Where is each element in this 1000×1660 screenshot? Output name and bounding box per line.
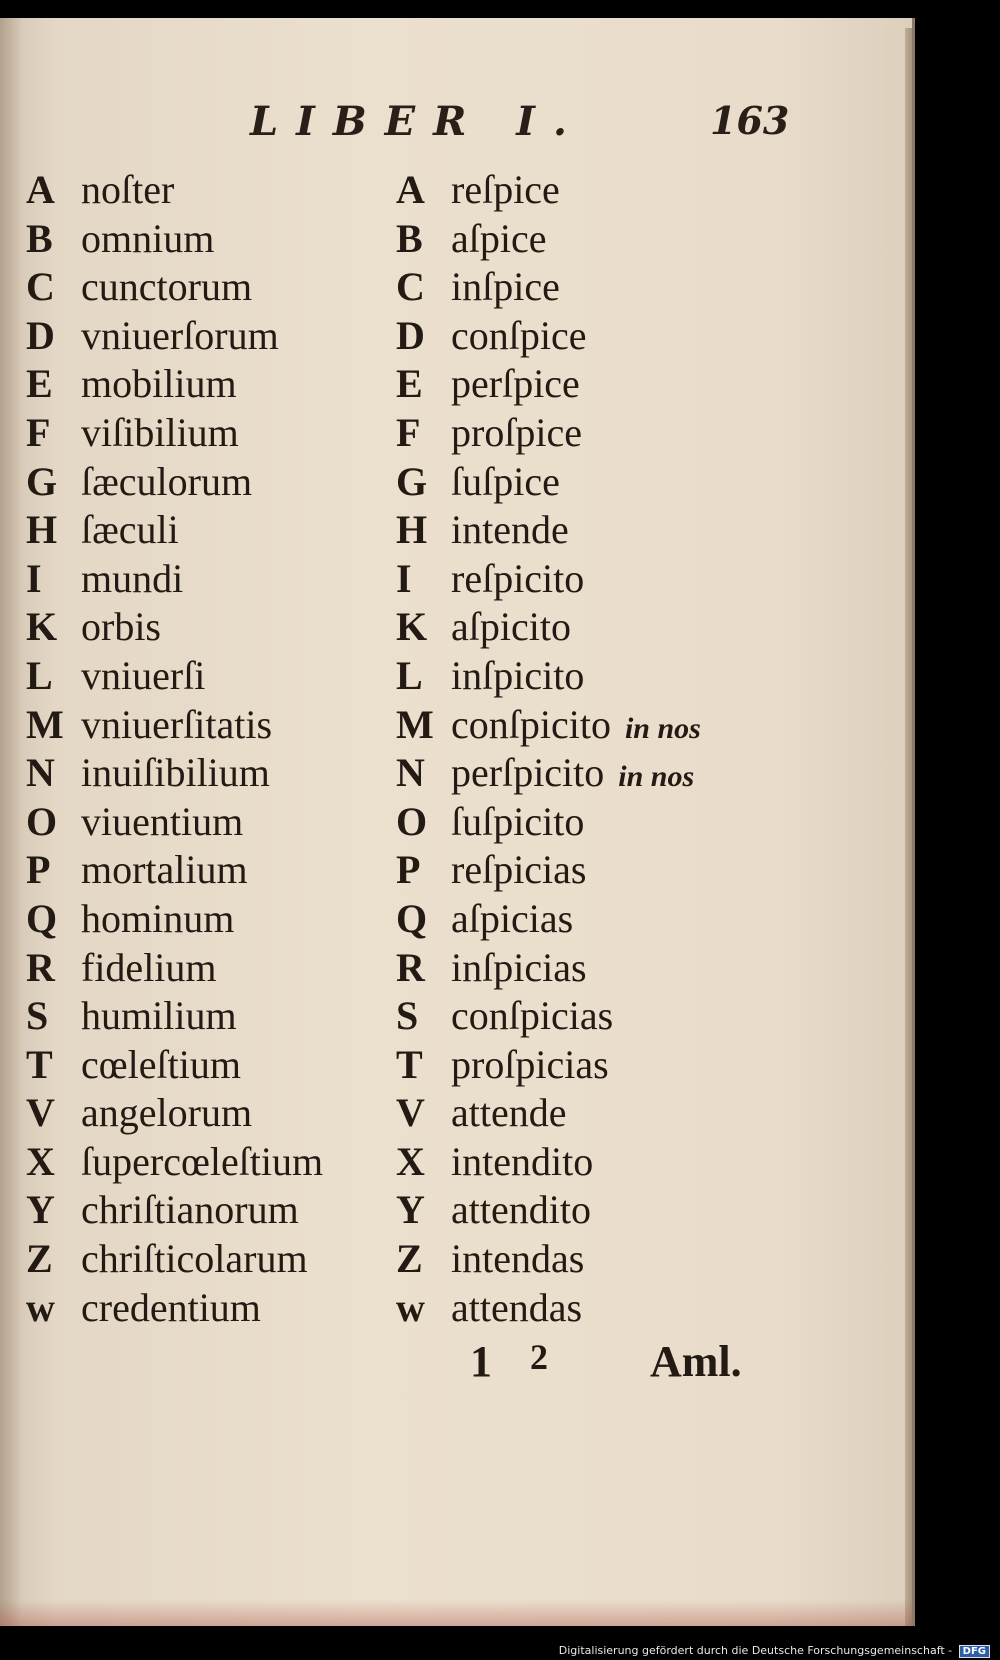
table-row bbox=[26, 215, 886, 264]
left-letter: X bbox=[26, 1138, 55, 1184]
table-row bbox=[26, 409, 886, 458]
right-word: aſpicias bbox=[451, 895, 574, 941]
page-number: 163 bbox=[710, 98, 790, 143]
table-row bbox=[26, 312, 886, 361]
left-letter: Q bbox=[26, 895, 58, 941]
left-word: ſupercœleſtium bbox=[81, 1138, 324, 1184]
left-letter: I bbox=[26, 555, 42, 601]
right-letter: G bbox=[396, 458, 428, 504]
digitization-credit bbox=[559, 1644, 990, 1658]
right-letter: S bbox=[396, 993, 419, 1039]
table-row bbox=[26, 846, 886, 895]
right-entry bbox=[396, 701, 701, 753]
left-letter: B bbox=[26, 215, 53, 261]
left-letter: T bbox=[26, 1041, 53, 1087]
left-letter: Z bbox=[26, 1236, 53, 1282]
right-word: ſuſpice bbox=[451, 458, 560, 504]
left-entry bbox=[26, 1186, 299, 1234]
right-letter: T bbox=[396, 1041, 423, 1087]
left-word: credentium bbox=[81, 1284, 261, 1330]
left-entry bbox=[26, 166, 174, 214]
right-word: aſpicito bbox=[451, 604, 571, 650]
left-entry bbox=[26, 458, 252, 506]
right-word: attende bbox=[451, 1090, 567, 1136]
right-letter: H bbox=[396, 507, 428, 553]
left-entry bbox=[26, 846, 248, 894]
left-word: omnium bbox=[81, 215, 215, 261]
right-word: intendas bbox=[451, 1236, 585, 1282]
left-word: fidelium bbox=[81, 944, 217, 990]
left-word: orbis bbox=[81, 604, 161, 650]
right-letter: C bbox=[396, 264, 425, 310]
left-letter: D bbox=[26, 312, 55, 358]
right-letter: M bbox=[396, 701, 434, 747]
left-word: mobilium bbox=[81, 361, 237, 407]
left-letter: G bbox=[26, 458, 58, 504]
left-entry bbox=[26, 263, 252, 311]
left-letter: F bbox=[26, 409, 51, 455]
left-word: chriſticolarum bbox=[81, 1236, 308, 1282]
table-row bbox=[26, 360, 886, 409]
left-word: ſæculorum bbox=[81, 458, 253, 504]
left-entry bbox=[26, 1138, 323, 1186]
signature-mark: 1 bbox=[470, 1337, 492, 1386]
table-row bbox=[26, 1041, 886, 1090]
right-entry bbox=[396, 409, 582, 457]
right-entry bbox=[396, 360, 580, 408]
table-row bbox=[26, 1284, 886, 1333]
right-entry bbox=[396, 749, 694, 801]
left-letter: E bbox=[26, 361, 53, 407]
left-letter: M bbox=[26, 701, 64, 747]
left-letter: K bbox=[26, 604, 58, 650]
left-entry bbox=[26, 652, 205, 700]
left-word: cœleſtium bbox=[81, 1041, 241, 1087]
right-entry bbox=[396, 506, 569, 554]
left-letter: O bbox=[26, 798, 58, 844]
table-row bbox=[26, 166, 886, 215]
right-entry bbox=[396, 1138, 593, 1186]
right-word: reſpicito bbox=[451, 555, 585, 601]
left-entry bbox=[26, 895, 234, 943]
left-letter: L bbox=[26, 652, 53, 698]
right-word: inſpicito bbox=[451, 652, 585, 698]
left-letter: R bbox=[26, 944, 55, 990]
left-entry bbox=[26, 944, 217, 992]
right-entry bbox=[396, 603, 571, 651]
left-word: ſæculi bbox=[81, 507, 179, 553]
page-header bbox=[0, 98, 915, 158]
table-row bbox=[26, 1138, 886, 1187]
right-word: proſpicias bbox=[451, 1041, 609, 1087]
table-row bbox=[26, 749, 886, 798]
table-row bbox=[26, 944, 886, 993]
right-word: attendas bbox=[451, 1284, 583, 1330]
left-entry bbox=[26, 749, 270, 797]
left-word: hominum bbox=[81, 895, 235, 941]
right-entry bbox=[396, 652, 584, 700]
right-entry bbox=[396, 458, 560, 506]
left-entry bbox=[26, 312, 279, 360]
table-row bbox=[26, 652, 886, 701]
right-word: proſpice bbox=[451, 409, 583, 455]
book-page bbox=[0, 18, 915, 1626]
right-letter: B bbox=[396, 215, 423, 261]
right-entry bbox=[396, 1186, 591, 1234]
right-letter: D bbox=[396, 312, 425, 358]
table-row bbox=[26, 603, 886, 652]
right-entry bbox=[396, 1235, 584, 1283]
left-entry bbox=[26, 1089, 252, 1137]
table-row bbox=[26, 263, 886, 312]
left-word: mundi bbox=[81, 555, 184, 601]
left-entry bbox=[26, 992, 237, 1040]
left-word: inuiſibilium bbox=[81, 750, 270, 796]
left-letter: N bbox=[26, 750, 55, 796]
table-row bbox=[26, 1186, 886, 1235]
right-word: inſpicias bbox=[451, 944, 587, 990]
signature-mark-2: 2 bbox=[530, 1337, 548, 1377]
right-word: ſuſpicito bbox=[451, 798, 585, 844]
left-entry bbox=[26, 555, 183, 603]
left-entry bbox=[26, 701, 272, 749]
left-letter: C bbox=[26, 264, 55, 310]
cipher-table bbox=[26, 166, 886, 1332]
right-letter: Z bbox=[396, 1236, 423, 1282]
left-letter: V bbox=[26, 1090, 55, 1136]
left-entry bbox=[26, 1284, 261, 1332]
right-word: intendito bbox=[451, 1138, 594, 1184]
left-word: cunctorum bbox=[81, 264, 253, 310]
left-word: mortalium bbox=[81, 847, 248, 893]
right-word: aſpice bbox=[451, 215, 547, 261]
right-word: conſpicias bbox=[451, 993, 614, 1039]
right-word: intende bbox=[451, 507, 569, 553]
table-row bbox=[26, 555, 886, 604]
right-entry bbox=[396, 312, 587, 360]
right-entry bbox=[396, 798, 584, 846]
right-letter: w bbox=[396, 1284, 425, 1330]
right-letter: E bbox=[396, 361, 423, 407]
right-letter: N bbox=[396, 750, 425, 796]
left-letter: H bbox=[26, 507, 58, 553]
right-entry bbox=[396, 215, 547, 263]
left-entry bbox=[26, 215, 214, 263]
right-letter: V bbox=[396, 1090, 425, 1136]
right-letter: I bbox=[396, 555, 412, 601]
left-letter: w bbox=[26, 1284, 55, 1330]
right-letter: P bbox=[396, 847, 421, 893]
right-entry bbox=[396, 1041, 609, 1089]
table-row bbox=[26, 701, 886, 750]
right-letter: A bbox=[396, 167, 425, 212]
left-word: viſibilium bbox=[81, 409, 239, 455]
table-row bbox=[26, 895, 886, 944]
right-letter: K bbox=[396, 604, 428, 650]
left-entry bbox=[26, 798, 243, 846]
left-word: noſter bbox=[81, 167, 175, 212]
right-word: inſpice bbox=[451, 264, 560, 310]
margin-note: in nos bbox=[618, 760, 695, 794]
credit-text: Digitalisierung gefördert durch die Deutsche Forschungsgemeinschaft - bbox=[558, 1644, 953, 1657]
right-word: conſpice bbox=[451, 312, 587, 358]
table-row bbox=[26, 1235, 886, 1284]
table-row bbox=[26, 1089, 886, 1138]
left-letter: S bbox=[26, 993, 49, 1039]
right-letter: R bbox=[396, 944, 425, 990]
right-entry bbox=[396, 555, 584, 603]
left-word: vniuerſi bbox=[81, 652, 206, 698]
left-entry bbox=[26, 603, 161, 651]
left-word: vniuerſorum bbox=[81, 312, 279, 358]
right-word: perſpice bbox=[451, 361, 580, 407]
left-letter: P bbox=[26, 847, 51, 893]
table-row bbox=[26, 798, 886, 847]
left-entry bbox=[26, 506, 179, 554]
right-entry bbox=[396, 944, 587, 992]
left-entry bbox=[26, 1041, 241, 1089]
running-title: LIBER I. bbox=[250, 98, 585, 145]
right-letter: Q bbox=[396, 895, 428, 941]
right-word: attendito bbox=[451, 1187, 591, 1233]
left-word: humilium bbox=[81, 993, 237, 1039]
catchword: Aml. bbox=[650, 1337, 742, 1386]
left-word: chriſtianorum bbox=[81, 1187, 299, 1233]
margin-note: in nos bbox=[624, 711, 701, 745]
table-row bbox=[26, 506, 886, 555]
left-letter: Y bbox=[26, 1187, 55, 1233]
dfg-logo: DFG bbox=[959, 1645, 990, 1658]
right-word: reſpicias bbox=[451, 847, 587, 893]
right-letter: L bbox=[396, 652, 423, 698]
right-letter: Y bbox=[396, 1187, 425, 1233]
left-entry bbox=[26, 1235, 308, 1283]
table-row bbox=[26, 458, 886, 507]
left-entry bbox=[26, 360, 237, 408]
left-word: viuentium bbox=[81, 798, 244, 844]
page-footer bbox=[0, 1336, 915, 1396]
right-entry bbox=[396, 1089, 567, 1137]
right-entry bbox=[396, 992, 613, 1040]
right-entry bbox=[396, 166, 560, 214]
right-entry bbox=[396, 263, 560, 311]
right-letter: X bbox=[396, 1138, 425, 1184]
left-entry bbox=[26, 409, 239, 457]
right-entry bbox=[396, 895, 573, 943]
left-letter: A bbox=[26, 167, 55, 212]
table-row bbox=[26, 992, 886, 1041]
right-word: conſpicito bbox=[451, 701, 611, 747]
right-entry bbox=[396, 1284, 582, 1332]
right-word: perſpicito bbox=[451, 750, 605, 796]
left-word: angelorum bbox=[81, 1090, 253, 1136]
right-word: reſpice bbox=[451, 167, 560, 212]
left-word: vniuerſitatis bbox=[81, 701, 273, 747]
right-letter: O bbox=[396, 798, 428, 844]
right-entry bbox=[396, 846, 587, 894]
right-letter: F bbox=[396, 409, 421, 455]
